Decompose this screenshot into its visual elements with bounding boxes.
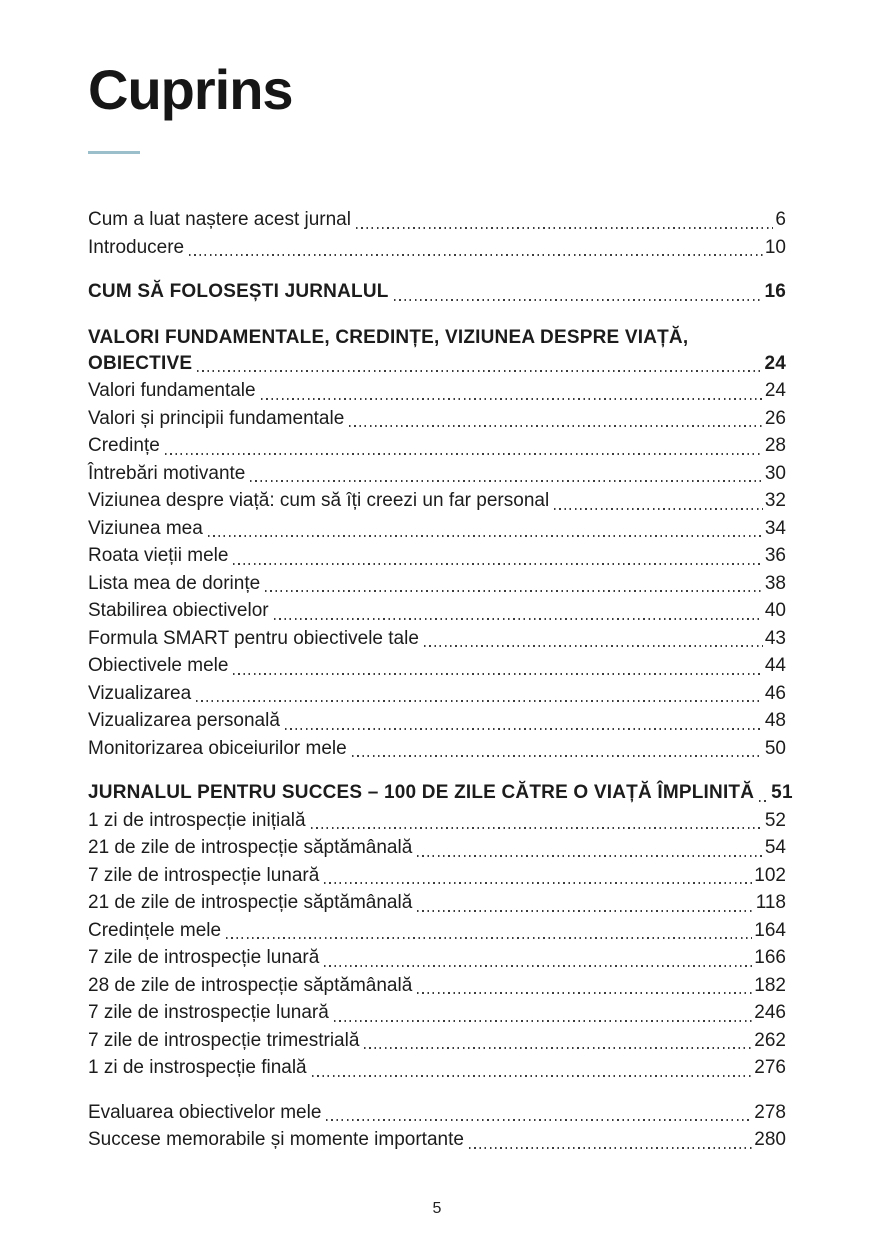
toc-entry-line [88,1126,786,1154]
toc-entry-line [88,707,786,735]
toc-entry [88,972,786,1000]
toc-list [88,206,793,1154]
dotted-leader [394,299,763,301]
toc-entry-page-number: 16 [764,281,786,302]
toc-entry [88,999,786,1027]
dotted-leader [208,535,763,537]
dotted-leader [285,728,763,730]
toc-entry-label: Monitorizarea obiceiurilor mele [88,737,347,759]
toc-entry-line [88,1099,786,1127]
toc-entry-page-number: 278 [754,1101,786,1123]
toc-entry-page-number: 38 [764,572,786,594]
toc-entry-page-number: 246 [754,1002,786,1023]
dotted-leader [189,254,763,256]
toc-entry-page-number: 54 [764,837,786,858]
dotted-leader [197,370,762,372]
toc-entry-label: CUM SĂ FOLOSEȘTI JURNALUL [88,281,389,302]
toc-entry-line [88,542,786,570]
dotted-leader [759,800,769,802]
toc-entry-page-number: 32 [764,490,786,511]
toc-entry-line [88,680,786,708]
toc-entry [88,1054,786,1082]
toc-entry-label: 7 zile de instrospecție lunară [88,1002,329,1023]
toc-entry-label: 7 zile de introspecție trimestrială [88,1029,360,1051]
toc-entry-page-number: 24 [764,352,786,374]
toc-entry-page-number: 164 [754,919,786,941]
toc-entry [88,278,786,306]
toc-entry [88,1126,786,1154]
toc-entry-line [88,570,786,598]
toc-entry-line [88,278,786,306]
toc-entry-line [88,1027,786,1055]
toc-entry [88,323,786,378]
toc-entry-label: Credințele mele [88,919,222,941]
toc-entry-label: Obiectivele mele [88,655,229,676]
toc-entry [88,944,786,972]
toc-entry-label: Viziunea mea [88,517,203,539]
dotted-leader [311,827,763,829]
toc-entry [88,515,786,543]
toc-entry-label: Vizualizarea personală [88,710,280,731]
dotted-leader [233,673,762,675]
dotted-leader [469,1147,752,1149]
toc-entry-line [88,405,786,433]
toc-entry-page-number: 280 [754,1129,786,1150]
toc-entry-line [88,432,786,460]
toc-entry-label: Valori și principii fundamentale [88,407,345,429]
toc-entry-label: Întrebări motivante [88,462,246,484]
page-title: Cuprins [88,58,293,121]
toc-entry-label: Introducere [88,236,185,258]
toc-entry [88,652,786,680]
toc-entry-label: 21 de zile de introspecție săptămânală [88,892,413,913]
dotted-leader [352,755,763,757]
toc-entry [88,570,786,598]
toc-entry-line [88,834,786,862]
toc-entry [88,542,786,570]
toc-entry-label: 1 zi de instrospecție finală [88,1057,307,1078]
toc-entry-line [88,597,786,625]
toc-entry [88,707,786,735]
toc-entry-page-number: 28 [764,435,786,456]
toc-entry-page-number: 44 [764,655,786,676]
toc-entry [88,735,786,763]
toc-entry [88,234,786,262]
toc-entry-line [88,625,786,653]
toc-entry-label: Stabilirea obiectivelor [88,600,269,621]
toc-entry-page-number: 26 [764,407,786,429]
dotted-leader [324,882,752,884]
toc-entry [88,597,786,625]
toc-entry-label: Valori fundamentale [88,380,256,401]
dotted-leader [326,1119,752,1121]
toc-entry-label: Viziunea despre viață: cum să îți creezi un far personal [88,490,550,511]
dotted-leader [417,992,752,994]
toc-entry [88,862,786,890]
toc-entry-page-number: 166 [754,947,786,968]
toc-entry-line [88,972,786,1000]
dotted-leader [312,1075,753,1077]
toc-entry-line [88,999,786,1027]
dotted-leader [250,480,763,482]
toc-entry-line [88,234,786,262]
dotted-leader [417,855,763,857]
toc-entry-label: Evaluarea obiectivelor mele [88,1101,322,1123]
toc-entry-label: 7 zile de introspecție lunară [88,947,320,968]
toc-entry [88,206,786,234]
toc-entry-page-number: 36 [764,545,786,566]
toc-entry-page-number: 182 [754,974,786,996]
dotted-leader [196,700,763,702]
toc-entry-label: Credințe [88,435,160,456]
page-number: 5 [432,1200,442,1217]
toc-entry-label: JURNALUL PENTRU SUCCES – 100 DE ZILE CĂTRE O VIAȚĂ ÎMPLINITĂ [88,782,755,803]
toc-entry-label: OBIECTIVE [88,352,193,374]
toc-entry-label: Lista mea de dorințe [88,572,261,594]
toc-entry-page-number: 24 [764,380,786,401]
toc-entry-page-number: 102 [754,864,786,886]
dotted-leader [364,1047,752,1049]
toc-entry-page-number: 6 [775,209,786,230]
toc-entry [88,917,786,945]
toc-entry-label: 7 zile de introspecție lunară [88,864,320,886]
toc-entry-line [88,862,786,890]
dotted-leader [274,618,763,620]
toc-entry [88,889,786,917]
toc-entry [88,1027,786,1055]
toc-entry [88,377,786,405]
toc-entry-line [88,652,786,680]
toc-entry-line [88,1054,786,1082]
toc-entry-page-number: 43 [764,627,786,649]
toc-entry-page-number: 34 [764,517,786,539]
dotted-leader [226,937,752,939]
toc-entry-page-number: 10 [764,236,786,258]
dotted-leader [324,965,752,967]
toc-entry-page-number: 262 [754,1029,786,1051]
title-underline-decoration [88,151,140,154]
dotted-leader [165,453,763,455]
toc-entry-line [88,779,793,807]
toc-entry-page-number: 276 [754,1057,786,1078]
toc-entry [88,1099,786,1127]
toc-entry-line [88,350,786,378]
dotted-leader [265,590,763,592]
toc-entry-line [88,487,786,515]
toc-entry-label: Cum a luat naștere acest jurnal [88,209,351,230]
toc-entry [88,807,786,835]
toc-entry [88,625,786,653]
toc-entry-line [88,807,786,835]
toc-entry-label: Vizualizarea [88,682,192,704]
toc-entry [88,460,786,488]
toc-entry-line [88,917,786,945]
toc-entry-line [88,944,786,972]
toc-entry-label: 28 de zile de introspecție săptămânală [88,974,413,996]
toc-entry-line [88,735,786,763]
dotted-leader [554,508,763,510]
dotted-leader [417,910,753,912]
toc-entry-page-number: 52 [764,809,786,831]
toc-entry [88,432,786,460]
toc-entry-label: Roata vieții mele [88,545,229,566]
dotted-leader [424,645,763,647]
toc-entry-page-number: 40 [764,600,786,621]
toc-entry [88,834,786,862]
toc-entry [88,405,786,433]
toc-entry-page-number: 51 [771,782,793,803]
toc-entry [88,779,793,807]
dotted-leader [334,1020,752,1022]
toc-entry [88,487,786,515]
toc-entry-line [88,460,786,488]
dotted-leader [261,398,763,400]
dotted-leader [233,563,762,565]
toc-entry-label: Formula SMART pentru obiectivele tale [88,627,419,649]
toc-entry-line [88,377,786,405]
dotted-leader [356,227,773,229]
toc-entry-page-number: 50 [764,737,786,759]
toc-entry [88,680,786,708]
toc-entry-line [88,515,786,543]
toc-entry-line [88,889,786,917]
toc-entry-label: Succese memorabile și momente importante [88,1129,464,1150]
toc-entry-page-number: 118 [755,892,786,913]
toc-entry-page-number: 46 [764,682,786,704]
dotted-leader [349,425,763,427]
toc-entry-label: 21 de zile de introspecție săptămânală [88,837,413,858]
toc-entry-label: 1 zi de introspecție inițială [88,809,306,831]
toc-entry-page-number: 48 [764,710,786,731]
toc-entry-label-line1: VALORI FUNDAMENTALE, CREDINȚE, VIZIUNEA DESPRE VIAȚĂ, [88,326,689,348]
toc-entry-line [88,206,786,234]
toc-entry-page-number: 30 [764,462,786,484]
